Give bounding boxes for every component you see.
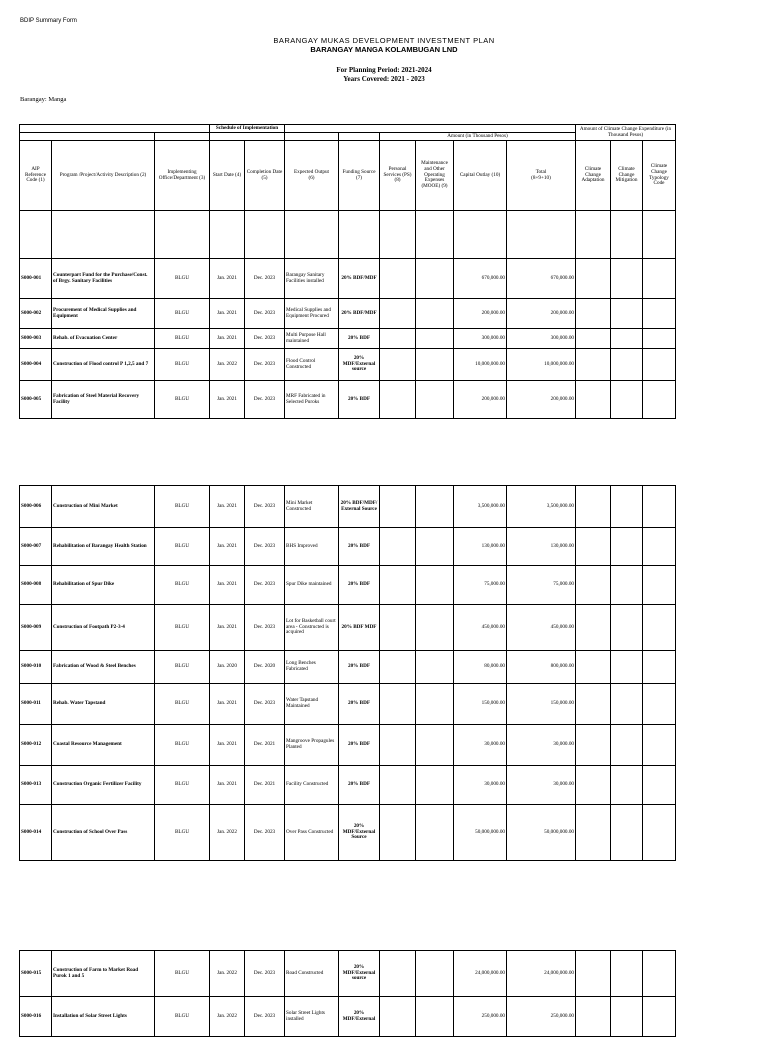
table-row bbox=[20, 486, 676, 528]
aip-code-cell: S000-013 bbox=[20, 766, 52, 805]
mooe-cell bbox=[416, 951, 454, 997]
cc-typology-cell bbox=[643, 651, 676, 684]
col-description: Program /Project/Activity Description (2) bbox=[52, 141, 155, 211]
completion-date-cell: Dec. 2023 bbox=[245, 486, 285, 528]
office-cell: BLGU bbox=[155, 299, 210, 329]
mooe-cell bbox=[416, 997, 454, 1037]
cc-adaptation-cell bbox=[576, 766, 611, 805]
aip-code-cell: S000-016 bbox=[20, 997, 52, 1037]
total-cell: 130,000.00 bbox=[507, 528, 576, 566]
cc-adaptation-cell bbox=[576, 805, 611, 861]
table-row bbox=[20, 381, 676, 419]
aip-code-cell: S000-009 bbox=[20, 605, 52, 651]
col-office: Implementing Office/Department (3) bbox=[155, 141, 210, 211]
expected-output-cell: Multi Purpose Hall maintained bbox=[285, 329, 339, 349]
description-cell: Rehabilitation of Spur Dike bbox=[52, 566, 155, 605]
completion-date-cell: Dec. 2020 bbox=[245, 651, 285, 684]
cc-typology-cell bbox=[643, 725, 676, 766]
start-date-cell: Jan. 2021 bbox=[210, 725, 245, 766]
aip-code-cell: S000-003 bbox=[20, 329, 52, 349]
col-cc-adaptation: Climate Change Adaptation bbox=[576, 141, 611, 211]
table-row bbox=[20, 951, 676, 997]
completion-date-cell: Dec. 2023 bbox=[245, 528, 285, 566]
funding-source-cell: 20% BDF bbox=[339, 329, 380, 349]
start-date-cell: Jan. 2021 bbox=[210, 486, 245, 528]
start-date-cell: Jan. 2021 bbox=[210, 329, 245, 349]
capital-outlay-cell: 30,000.00 bbox=[454, 725, 507, 766]
completion-date-cell: Dec. 2023 bbox=[245, 566, 285, 605]
ps-cell bbox=[380, 349, 416, 381]
aip-code-cell: S000-007 bbox=[20, 528, 52, 566]
description-cell: Rehabilitation of Barangay Health Station bbox=[52, 528, 155, 566]
completion-date-cell: Dec. 2023 bbox=[245, 605, 285, 651]
cc-adaptation-cell bbox=[576, 528, 611, 566]
col-ps: Personal Services (PS) (8) bbox=[380, 141, 416, 211]
funding-source-cell: 20% BDF MDF bbox=[339, 605, 380, 651]
cc-adaptation-cell bbox=[576, 259, 611, 299]
cc-mitigation-cell bbox=[611, 651, 643, 684]
cc-typology-cell bbox=[643, 381, 676, 419]
total-cell: 300,000.00 bbox=[507, 329, 576, 349]
investment-table-page-1 bbox=[19, 124, 676, 419]
plan-title: BARANGAY MUKAS DEVELOPMENT INVESTMENT PLAN bbox=[273, 36, 495, 45]
expected-output-cell: Long Benches Fabricated bbox=[285, 651, 339, 684]
start-date-cell: Jan. 2022 bbox=[210, 805, 245, 861]
description-cell: Rehab. Water Tapstand bbox=[52, 684, 155, 725]
cc-mitigation-cell bbox=[611, 766, 643, 805]
description-cell: Construction of Footpath P2-3-4 bbox=[52, 605, 155, 651]
expected-output-cell: Over Pass Constructed bbox=[285, 805, 339, 861]
funding-source-cell: 20% BDF bbox=[339, 651, 380, 684]
funding-source-cell: 20% BDF bbox=[339, 684, 380, 725]
cc-typology-cell bbox=[643, 805, 676, 861]
start-date-cell: Jan. 2021 bbox=[210, 566, 245, 605]
completion-date-cell: Dec. 2023 bbox=[245, 381, 285, 419]
cc-mitigation-cell bbox=[611, 805, 643, 861]
table-row bbox=[20, 528, 676, 566]
aip-code-cell: S000-011 bbox=[20, 684, 52, 725]
funding-source-cell: 20% MDF/External bbox=[339, 997, 380, 1037]
ps-cell bbox=[380, 486, 416, 528]
office-cell: BLGU bbox=[155, 766, 210, 805]
table-row bbox=[20, 684, 676, 725]
start-date-cell: Jan. 2021 bbox=[210, 259, 245, 299]
cc-typology-cell bbox=[643, 684, 676, 725]
mooe-cell bbox=[416, 528, 454, 566]
funding-source-cell: 20% BDF/MDF bbox=[339, 259, 380, 299]
total-cell: 200,000.00 bbox=[507, 381, 576, 419]
capital-outlay-cell: 75,000.00 bbox=[454, 566, 507, 605]
mooe-cell bbox=[416, 381, 454, 419]
col-completion: Completion Date (5) bbox=[245, 141, 285, 211]
mooe-cell bbox=[416, 349, 454, 381]
capital-outlay-cell: 10,000,000.00 bbox=[454, 349, 507, 381]
total-cell: 24,000,000.00 bbox=[507, 951, 576, 997]
description-cell: Construction of Flood control P 1,2,5 and 7 bbox=[52, 349, 155, 381]
investment-table-page-2 bbox=[19, 485, 676, 861]
cc-adaptation-cell bbox=[576, 349, 611, 381]
mooe-cell bbox=[416, 299, 454, 329]
table-row bbox=[20, 805, 676, 861]
start-date-cell: Jan. 2020 bbox=[210, 651, 245, 684]
completion-date-cell: Dec. 2021 bbox=[245, 766, 285, 805]
description-cell: Rehab. of Evacuation Center bbox=[52, 329, 155, 349]
ps-cell bbox=[380, 684, 416, 725]
funding-source-cell: 20% BDF bbox=[339, 725, 380, 766]
cc-adaptation-cell bbox=[576, 725, 611, 766]
total-cell: 30,000.00 bbox=[507, 725, 576, 766]
total-cell: 10,000,000.00 bbox=[507, 349, 576, 381]
expected-output-cell: Road Constructed bbox=[285, 951, 339, 997]
start-date-cell: Jan. 2021 bbox=[210, 766, 245, 805]
ps-cell bbox=[380, 566, 416, 605]
expected-output-cell: Solar Street Lights installed bbox=[285, 997, 339, 1037]
office-cell: BLGU bbox=[155, 805, 210, 861]
col-cc-typology: Climate Change Typology Code bbox=[643, 141, 676, 211]
completion-date-cell: Dec. 2021 bbox=[245, 725, 285, 766]
cc-typology-cell bbox=[643, 349, 676, 381]
table-row bbox=[20, 349, 676, 381]
cc-adaptation-cell bbox=[576, 651, 611, 684]
total-cell: 800,000.00 bbox=[507, 651, 576, 684]
mooe-cell bbox=[416, 725, 454, 766]
expected-output-cell: Spur Dike maintained bbox=[285, 566, 339, 605]
expected-output-cell: Water Tapstand Maintained bbox=[285, 684, 339, 725]
office-cell: BLGU bbox=[155, 486, 210, 528]
completion-date-cell: Dec. 2023 bbox=[245, 299, 285, 329]
capital-outlay-cell: 50,000,000.00 bbox=[454, 805, 507, 861]
aip-code-cell: S000-014 bbox=[20, 805, 52, 861]
cc-adaptation-cell bbox=[576, 486, 611, 528]
completion-date-cell: Dec. 2023 bbox=[245, 684, 285, 725]
cc-adaptation-cell bbox=[576, 951, 611, 997]
total-cell: 3,500,000.00 bbox=[507, 486, 576, 528]
funding-source-cell: 20% BDF bbox=[339, 566, 380, 605]
table-row bbox=[20, 329, 676, 349]
funding-source-cell: 20% BDF bbox=[339, 381, 380, 419]
office-cell: BLGU bbox=[155, 566, 210, 605]
table-row bbox=[20, 605, 676, 651]
cc-mitigation-cell bbox=[611, 566, 643, 605]
cc-typology-cell bbox=[643, 766, 676, 805]
cc-mitigation-cell bbox=[611, 951, 643, 997]
completion-date-cell: Dec. 2023 bbox=[245, 329, 285, 349]
completion-date-cell: Dec. 2023 bbox=[245, 259, 285, 299]
completion-date-cell: Dec. 2023 bbox=[245, 951, 285, 997]
total-cell: 670,000.00 bbox=[507, 259, 576, 299]
table-row bbox=[20, 997, 676, 1037]
table-row bbox=[20, 725, 676, 766]
capital-outlay-cell: 3,500,000.00 bbox=[454, 486, 507, 528]
completion-date-cell: Dec. 2023 bbox=[245, 805, 285, 861]
cc-adaptation-cell bbox=[576, 299, 611, 329]
expected-output-cell: Lot for Basketball court area - Constructed is acquired bbox=[285, 605, 339, 651]
funding-source-cell: 20% BDF bbox=[339, 528, 380, 566]
col-aip-code: AIP Reference Code (1) bbox=[20, 141, 52, 211]
years-covered: Years Covered: 2021 - 2023 bbox=[343, 75, 425, 83]
mooe-cell bbox=[416, 259, 454, 299]
col-total: Total (8+9+10) bbox=[507, 141, 576, 211]
capital-outlay-cell: 300,000.00 bbox=[454, 329, 507, 349]
office-cell: BLGU bbox=[155, 684, 210, 725]
total-cell: 200,000.00 bbox=[507, 299, 576, 329]
mooe-cell bbox=[416, 566, 454, 605]
ps-cell bbox=[380, 651, 416, 684]
ps-cell bbox=[380, 329, 416, 349]
total-cell: 150,000.00 bbox=[507, 684, 576, 725]
cc-typology-cell bbox=[643, 329, 676, 349]
ps-cell bbox=[380, 381, 416, 419]
cc-adaptation-cell bbox=[576, 997, 611, 1037]
description-cell: Construction Organic Fertilizer Facility bbox=[52, 766, 155, 805]
cc-typology-cell bbox=[643, 486, 676, 528]
description-cell: Fabrication of Wood & Steel Benches bbox=[52, 651, 155, 684]
form-label: BDIP Summary Form bbox=[20, 18, 77, 24]
planning-period: For Planning Period: 2021-2024 bbox=[336, 66, 432, 74]
plan-location: BARANGAY MANGA KOLAMBUGAN LND bbox=[310, 45, 458, 54]
col-schedule: Schedule of Implementation bbox=[210, 125, 285, 133]
expected-output-cell: BHS Improved bbox=[285, 528, 339, 566]
cc-mitigation-cell bbox=[611, 259, 643, 299]
start-date-cell: Jan. 2021 bbox=[210, 605, 245, 651]
aip-code-cell: S000-001 bbox=[20, 259, 52, 299]
aip-code-cell: S000-015 bbox=[20, 951, 52, 997]
capital-outlay-cell: 30,000.00 bbox=[454, 766, 507, 805]
cc-mitigation-cell bbox=[611, 381, 643, 419]
ps-cell bbox=[380, 951, 416, 997]
mooe-cell bbox=[416, 651, 454, 684]
cc-mitigation-cell bbox=[611, 725, 643, 766]
cc-typology-cell bbox=[643, 605, 676, 651]
capital-outlay-cell: 150,000.00 bbox=[454, 684, 507, 725]
ps-cell bbox=[380, 528, 416, 566]
ps-cell bbox=[380, 259, 416, 299]
total-cell: 30,000.00 bbox=[507, 766, 576, 805]
aip-code-cell: S000-008 bbox=[20, 566, 52, 605]
funding-source-cell: 20% MDF/External source bbox=[339, 951, 380, 997]
aip-code-cell: S000-004 bbox=[20, 349, 52, 381]
office-cell: BLGU bbox=[155, 997, 210, 1037]
mooe-cell bbox=[416, 605, 454, 651]
cc-adaptation-cell bbox=[576, 329, 611, 349]
ps-cell bbox=[380, 605, 416, 651]
office-cell: BLGU bbox=[155, 329, 210, 349]
aip-code-cell: S000-012 bbox=[20, 725, 52, 766]
cc-mitigation-cell bbox=[611, 349, 643, 381]
capital-outlay-cell: 200,000.00 bbox=[454, 381, 507, 419]
start-date-cell: Jan. 2022 bbox=[210, 951, 245, 997]
col-mooe: Maintenance and Other Operating Expenses (MOOE) (9) bbox=[416, 141, 454, 211]
mooe-cell bbox=[416, 805, 454, 861]
cc-typology-cell bbox=[643, 299, 676, 329]
expected-output-cell: Mini Market Constructed bbox=[285, 486, 339, 528]
funding-source-cell: 20% BDF/MDF bbox=[339, 299, 380, 329]
table-row bbox=[20, 766, 676, 805]
table-row bbox=[20, 651, 676, 684]
table-row bbox=[20, 259, 676, 299]
capital-outlay-cell: 130,000.00 bbox=[454, 528, 507, 566]
cc-adaptation-cell bbox=[576, 381, 611, 419]
total-cell: 50,000,000.00 bbox=[507, 805, 576, 861]
col-amount-group: Amount (in Thousand Pesos) bbox=[380, 133, 576, 141]
cc-mitigation-cell bbox=[611, 299, 643, 329]
blank-row bbox=[20, 211, 676, 259]
description-cell: Procurement of Medical Supplies and Equipment bbox=[52, 299, 155, 329]
office-cell: BLGU bbox=[155, 651, 210, 684]
completion-date-cell: Dec. 2023 bbox=[245, 349, 285, 381]
start-date-cell: Jan. 2021 bbox=[210, 381, 245, 419]
capital-outlay-cell: 200,000.00 bbox=[454, 299, 507, 329]
office-cell: BLGU bbox=[155, 605, 210, 651]
office-cell: BLGU bbox=[155, 259, 210, 299]
funding-source-cell: 20% MDF/External source bbox=[339, 349, 380, 381]
ps-cell bbox=[380, 805, 416, 861]
description-cell: Installation of Solar Street Lights bbox=[52, 997, 155, 1037]
barangay-label: Barangay: Manga bbox=[20, 96, 67, 103]
total-cell: 450,000.00 bbox=[507, 605, 576, 651]
capital-outlay-cell: 24,000,000.00 bbox=[454, 951, 507, 997]
col-cc-group: Amount of Climate Change Expenditure (in Thousand Pesos) bbox=[576, 125, 676, 141]
office-cell: BLGU bbox=[155, 725, 210, 766]
expected-output-cell: Facility Constructed bbox=[285, 766, 339, 805]
description-cell: Coastal Resource Management bbox=[52, 725, 155, 766]
aip-code-cell: S000-002 bbox=[20, 299, 52, 329]
funding-source-cell: 20% BDF/MDF/ External Source bbox=[339, 486, 380, 528]
expected-output-cell: Medical Supplies and Equipment Procured bbox=[285, 299, 339, 329]
capital-outlay-cell: 250,000.00 bbox=[454, 997, 507, 1037]
expected-output-cell: MRF Fabricated in Selected Puroks bbox=[285, 381, 339, 419]
cc-adaptation-cell bbox=[576, 566, 611, 605]
start-date-cell: Jan. 2022 bbox=[210, 349, 245, 381]
aip-code-cell: S000-005 bbox=[20, 381, 52, 419]
total-cell: 75,000.00 bbox=[507, 566, 576, 605]
description-cell: Construction of School Over Pass bbox=[52, 805, 155, 861]
funding-source-cell: 20% MDF/External Source bbox=[339, 805, 380, 861]
mooe-cell bbox=[416, 486, 454, 528]
ps-cell bbox=[380, 997, 416, 1037]
ps-cell bbox=[380, 725, 416, 766]
description-cell: Construction of Mini Market bbox=[52, 486, 155, 528]
office-cell: BLGU bbox=[155, 528, 210, 566]
capital-outlay-cell: 450,000.00 bbox=[454, 605, 507, 651]
cc-mitigation-cell bbox=[611, 605, 643, 651]
description-cell: Counterpart Fund for the Purchase/Const. of Brgy. Sanitary Facilities bbox=[52, 259, 155, 299]
cc-mitigation-cell bbox=[611, 684, 643, 725]
start-date-cell: Jan. 2021 bbox=[210, 684, 245, 725]
total-cell: 250,000.00 bbox=[507, 997, 576, 1037]
start-date-cell: Jan. 2021 bbox=[210, 528, 245, 566]
cc-typology-cell bbox=[643, 997, 676, 1037]
description-cell: Fabrication of Steel Material Recovery Facility bbox=[52, 381, 155, 419]
cc-mitigation-cell bbox=[611, 997, 643, 1037]
expected-output-cell: Barangay Sanitary Facilities installed bbox=[285, 259, 339, 299]
cc-typology-cell bbox=[643, 528, 676, 566]
mooe-cell bbox=[416, 329, 454, 349]
col-capital-outlay: Capital Outlay (10) bbox=[454, 141, 507, 211]
col-output: Expected Output (6) bbox=[285, 141, 339, 211]
cc-adaptation-cell bbox=[576, 684, 611, 725]
mooe-cell bbox=[416, 766, 454, 805]
ps-cell bbox=[380, 766, 416, 805]
table-row bbox=[20, 299, 676, 329]
table-row bbox=[20, 566, 676, 605]
cc-typology-cell bbox=[643, 951, 676, 997]
col-cc-mitigation: Climate Change Mitigation bbox=[611, 141, 643, 211]
office-cell: BLGU bbox=[155, 381, 210, 419]
cc-mitigation-cell bbox=[611, 528, 643, 566]
cc-mitigation-cell bbox=[611, 329, 643, 349]
aip-code-cell: S000-006 bbox=[20, 486, 52, 528]
completion-date-cell: Dec. 2023 bbox=[245, 997, 285, 1037]
cc-adaptation-cell bbox=[576, 605, 611, 651]
office-cell: BLGU bbox=[155, 349, 210, 381]
col-start: Start Date (4) bbox=[210, 141, 245, 211]
col-funding: Funding Source (7) bbox=[339, 141, 380, 211]
ps-cell bbox=[380, 299, 416, 329]
mooe-cell bbox=[416, 684, 454, 725]
start-date-cell: Jan. 2021 bbox=[210, 299, 245, 329]
start-date-cell: Jan. 2022 bbox=[210, 997, 245, 1037]
cc-typology-cell bbox=[643, 259, 676, 299]
funding-source-cell: 20% BDF bbox=[339, 766, 380, 805]
cc-mitigation-cell bbox=[611, 486, 643, 528]
office-cell: BLGU bbox=[155, 951, 210, 997]
cc-typology-cell bbox=[643, 566, 676, 605]
capital-outlay-cell: 80,000.00 bbox=[454, 651, 507, 684]
expected-output-cell: Mangroove Propagules Planted bbox=[285, 725, 339, 766]
capital-outlay-cell: 670,000.00 bbox=[454, 259, 507, 299]
description-cell: Construction of Farm to Market Road Purok 1 and 5 bbox=[52, 951, 155, 997]
expected-output-cell: Flood Control Constructed bbox=[285, 349, 339, 381]
aip-code-cell: S000-010 bbox=[20, 651, 52, 684]
